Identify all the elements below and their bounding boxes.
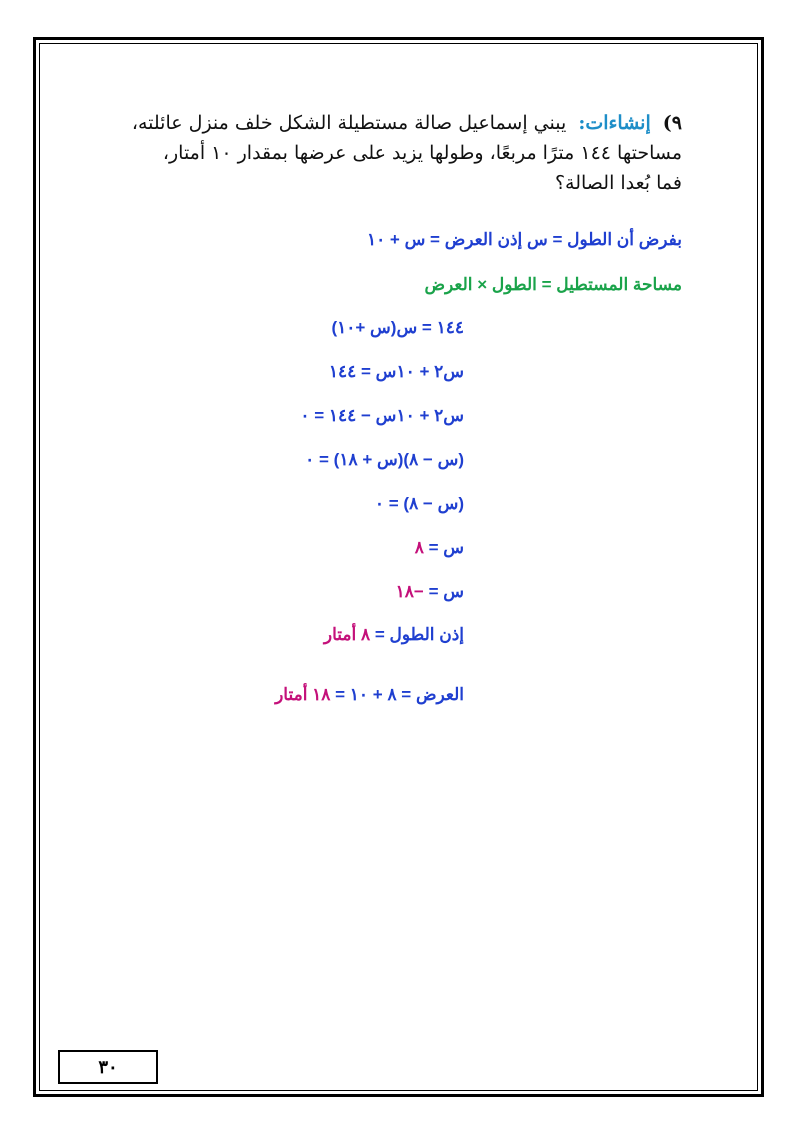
problem-line-1 xyxy=(82,108,682,138)
problem-line-2: مساحتها ١٤٤ مترًا مربعًا، وطولها يزيد على عرضها بمقدار ١٠ أمتار، xyxy=(162,142,682,164)
problem-label: إنشاءات: xyxy=(578,112,651,134)
root-2-prefix: س = xyxy=(428,582,464,601)
equation-1: ١٤٤ = س(س +١٠) xyxy=(331,318,464,337)
equation-3: س٢ + ١٠س − ١٤٤ = ٠ xyxy=(300,406,464,425)
exercise-content xyxy=(82,108,682,198)
width-value: ١٨ أمتار xyxy=(275,685,331,704)
root-1-value: ٨ xyxy=(414,538,424,557)
root-1 xyxy=(415,538,464,558)
length-prefix: إذن الطول = xyxy=(374,625,464,644)
root-2-value: −١٨ xyxy=(395,582,424,601)
page-number-box xyxy=(58,1050,158,1084)
problem-statement xyxy=(82,108,682,198)
equation-4: (س − ٨)(س + ١٨) = ٠ xyxy=(305,450,464,469)
length-value: ٨ أمتار xyxy=(323,625,371,644)
equation-5: (س − ٨) = ٠ xyxy=(374,494,464,513)
width-prefix: العرض = ٨ + ١٠ = xyxy=(335,685,464,704)
root-1-prefix: س = xyxy=(428,538,464,557)
width-result xyxy=(275,685,464,705)
problem-text-1: يبني إسماعيل صالة مستطيلة الشكل خلف منزل عائلته، xyxy=(131,112,567,134)
root-2 xyxy=(396,582,464,602)
problem-number: ٩) xyxy=(662,112,682,134)
area-formula: مساحة المستطيل = الطول × العرض xyxy=(424,275,682,294)
solution-assumption: بفرض أن الطول = س إذن العرض = س + ١٠ xyxy=(366,230,682,249)
length-result xyxy=(324,625,464,645)
page-border-inner xyxy=(39,43,758,1091)
page-number: ٣٠ xyxy=(98,1057,118,1077)
equation-2: س٢ + ١٠س = ١٤٤ xyxy=(328,362,464,381)
problem-line-3: فما بُعدا الصالة؟ xyxy=(554,172,682,194)
